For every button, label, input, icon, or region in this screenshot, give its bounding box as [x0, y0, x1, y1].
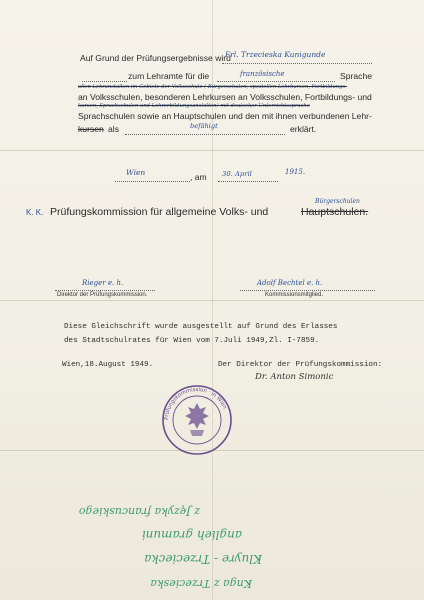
- authority-struck: Hauptschulen.: [301, 206, 369, 218]
- candidate-name: Frl. Trzecieska Kunigunde: [225, 50, 326, 59]
- line2-prefix: zum Lehramte für die: [128, 71, 210, 81]
- official-stamp: [160, 383, 234, 457]
- line2-suffix: Sprache: [340, 71, 373, 81]
- line4: Sprachschulen sowie an Hauptschulen und den mit ihnen verbundenen Lehr-: [78, 111, 372, 121]
- member-dotted-line: [240, 290, 375, 291]
- date-dotted-line: [218, 181, 278, 182]
- authority-inserted: Bürgerschulen: [315, 198, 360, 205]
- place: Wien: [126, 168, 146, 177]
- copy-director-signature: Dr. Anton Simonic: [255, 372, 334, 382]
- handwritten-note: [40, 482, 340, 592]
- copy-note-line2: des Stadtschulrates für Wien vom 7.Juli 1949,Zl. I-7859.: [64, 337, 320, 345]
- copy-note-line1: Diese Gleichschrift wurde ausgestellt auf Grund des Erlasses: [64, 323, 338, 331]
- qualification: befähigt: [190, 122, 218, 130]
- director-title: Direktor der Prüfungskommission.: [57, 292, 148, 298]
- line1-prefix: Auf Grund der Prüfungsergebnisse wird: [80, 53, 231, 63]
- struck-line-a: allen Lehranstalten im Gebiete der Volksschule ( Bürgerschulen, speziellen Lehrkursen, Fortbildungs-: [78, 84, 347, 90]
- director-dotted-line: [55, 290, 155, 291]
- line5-als: als: [108, 124, 119, 134]
- place-dotted-line: [115, 181, 190, 182]
- copy-director-line: Der Direktor der Prüfungskommission:: [218, 361, 383, 369]
- name-dotted-line: [222, 63, 372, 64]
- line5-struck: kursen: [78, 124, 104, 134]
- subject: französische: [240, 70, 285, 78]
- member-signature: Adolf Bechtel e. h.: [257, 279, 323, 287]
- struck-line-b: kursen, Sprachschulen und Lehrerbildungsanstalten) mit deutscher Unterrichtssprache: [78, 103, 310, 109]
- year: 1915.: [285, 168, 306, 176]
- note-line4: z Języka francuskiego: [78, 505, 200, 518]
- note-line2: Kluyre - Trzeciecka: [144, 552, 262, 566]
- note-line1: Knga z Trzecieska: [150, 577, 252, 590]
- date-am: , am: [190, 172, 207, 182]
- qualification-dotted-line: [125, 134, 285, 135]
- line5-suffix: erklärt.: [290, 124, 317, 134]
- line3: an Volksschulen, besonderen Lehrkursen an Volksschulen, Fortbildungs- und: [78, 92, 372, 102]
- date-day-month: 30. April: [222, 170, 252, 178]
- stamp-seal-icon: [160, 383, 234, 457]
- dotted-line: [82, 81, 127, 82]
- director-signature: Rieger e. h.: [82, 279, 124, 287]
- authority-prefix: K. K.: [26, 208, 44, 217]
- note-line3: anglieh gramuni: [141, 528, 242, 542]
- subject-dotted-line: [217, 81, 335, 82]
- copy-date: Wien,18.August 1949.: [62, 361, 154, 369]
- stamp-text: Prüfungskommission · in Wien: [163, 386, 228, 421]
- authority-main: Prüfungskommission für allgemeine Volks- und: [50, 206, 269, 218]
- member-title: Kommissionsmitglied.: [265, 292, 324, 298]
